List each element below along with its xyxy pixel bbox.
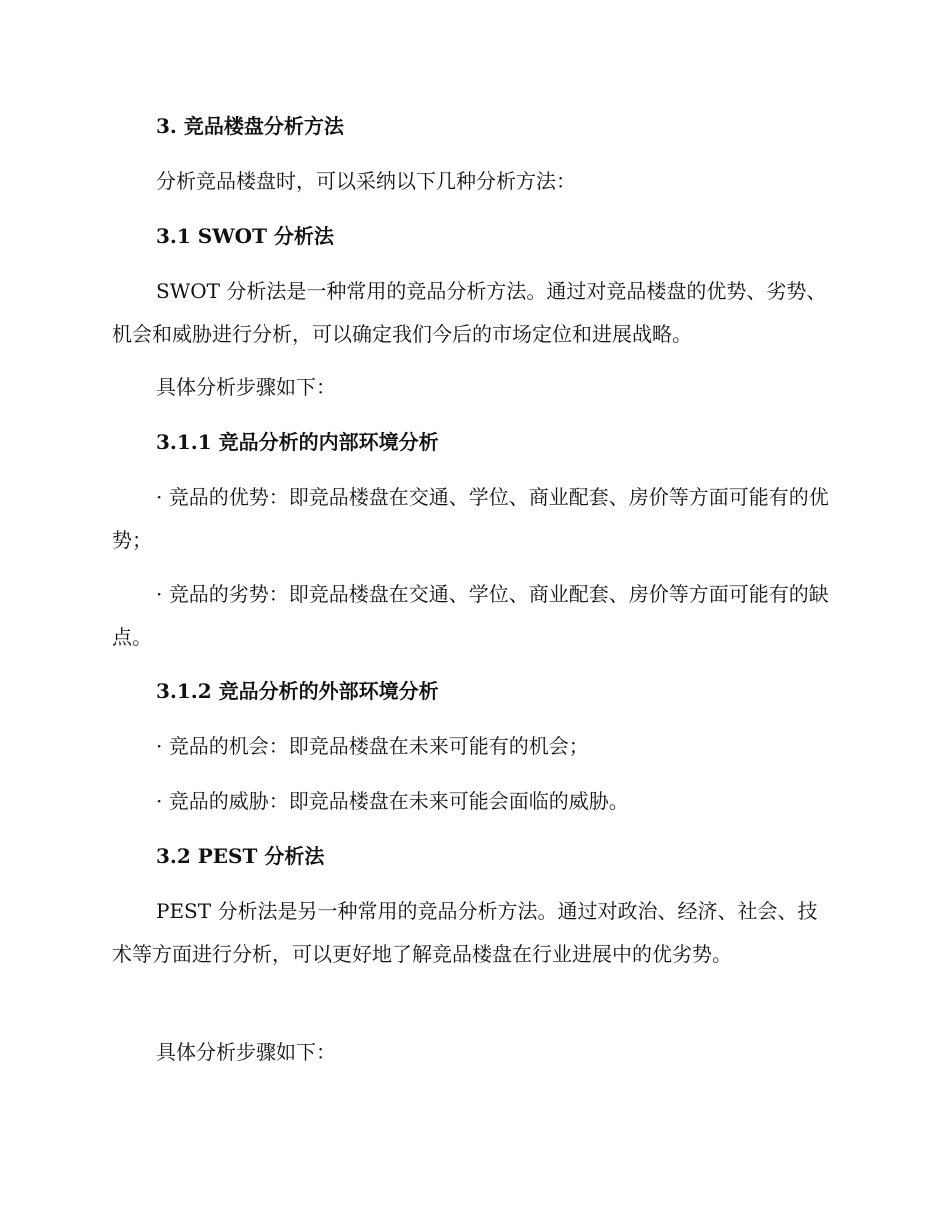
subsection-heading-3-2: 3.2 PEST 分析法 — [156, 844, 325, 868]
steps-paragraph-2: 具体分析步骤如下： — [156, 1040, 336, 1064]
list-item-opportunity: · 竞品的机会：即竞品楼盘在未来可能有的机会； — [156, 734, 589, 758]
list-item-strength: · 竞品的优势：即竞品楼盘在交通、学位、商业配套、房价等方面可能有的优势； — [112, 485, 829, 552]
intro-paragraph: 分析竞品楼盘时，可以采纳以下几种分析方法： — [156, 169, 576, 193]
subsection-heading-3-1-2: 3.1.2 竞品分析的外部环境分析 — [156, 679, 439, 703]
swot-paragraph: SWOT 分析法是一种常用的竞品分析方法。通过对竞品楼盘的优势、劣势、机会和威胁进行分析，可以确定我们今后的市场定位和进展战略。 — [112, 279, 827, 346]
list-item-weakness: · 竞品的劣势：即竞品楼盘在交通、学位、商业配套、房价等方面可能有的缺点。 — [112, 582, 829, 649]
pest-paragraph: PEST 分析法是另一种常用的竞品分析方法。通过对政治、经济、社会、技术等方面进行分析，可以更好地了解竞品楼盘在行业进展中的优劣势。 — [112, 899, 818, 966]
subsection-heading-3-1-1: 3.1.1 竞品分析的内部环境分析 — [156, 430, 439, 454]
steps-paragraph-1: 具体分析步骤如下： — [156, 375, 336, 399]
section-heading-3: 3. 竞品楼盘分析方法 — [156, 114, 344, 138]
list-item-threat: · 竞品的威胁：即竞品楼盘在未来可能会面临的威胁。 — [156, 789, 629, 813]
subsection-heading-3-1: 3.1 SWOT 分析法 — [156, 224, 334, 248]
